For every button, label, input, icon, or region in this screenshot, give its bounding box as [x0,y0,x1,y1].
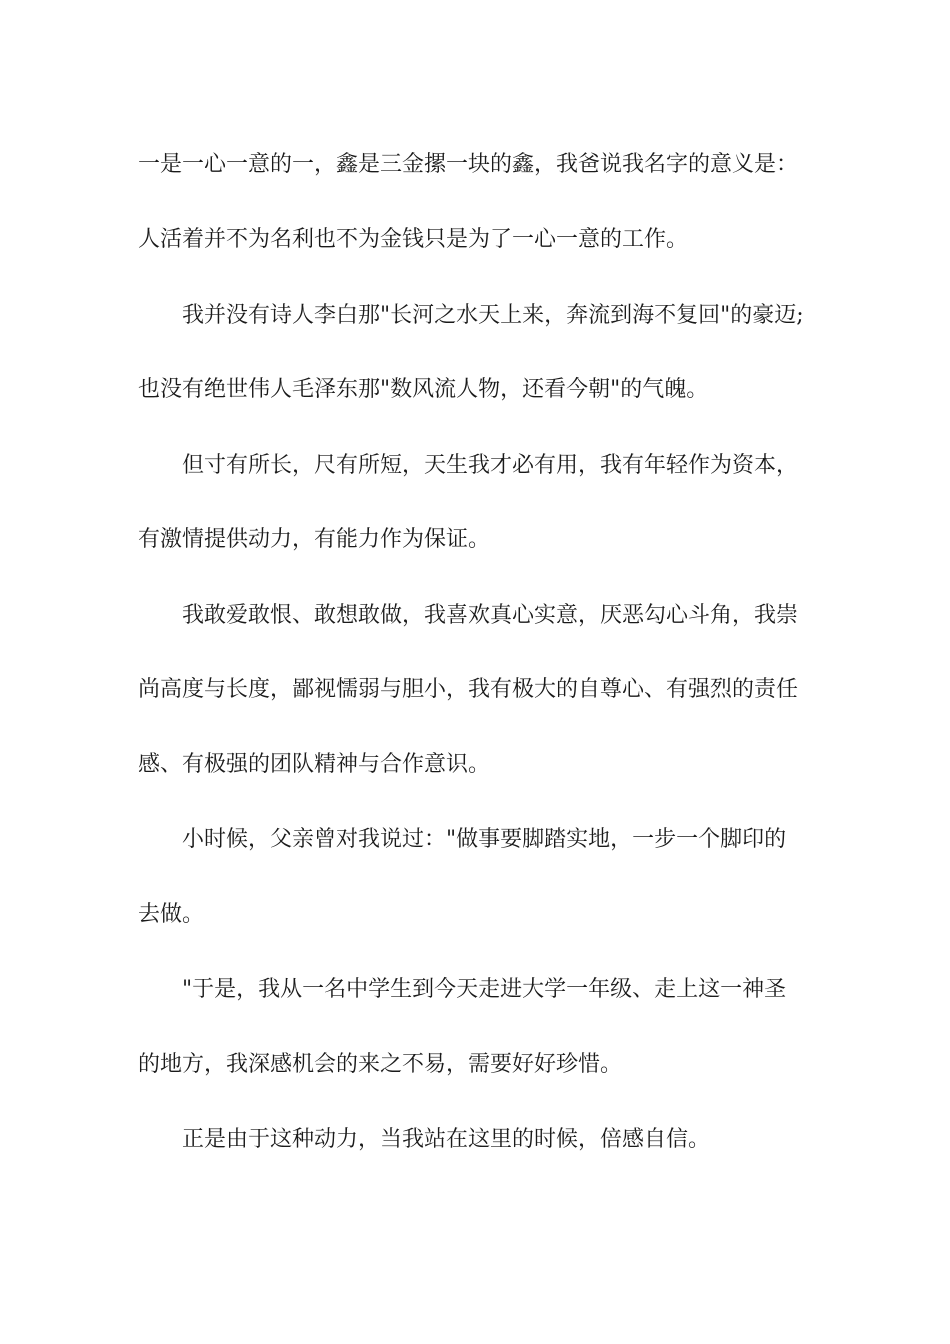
text-line-12: "于是，我从一名中学生到今天走进大学一年级、走上这一神圣 [182,977,787,1002]
text-line-7: 我敢爱敢恨、敢想敢做，我喜欢真心实意，厌恶勾心斗角，我崇 [182,603,799,628]
text-line-4: 也没有绝世伟人毛泽东那"数风流人物，还看今朝"的气魄。 [138,377,709,402]
text-line-1: 一是一心一意的一，鑫是三金摞一块的鑫，我爸说我名字的意义是： [138,152,799,177]
text-line-6: 有激情提供动力，有能力作为保证。 [138,527,491,552]
text-line-5: 但寸有所长，尺有所短，天生我才必有用，我有年轻作为资本， [182,453,799,478]
text-line-3: 我并没有诗人李白那"长河之水天上来，奔流到海不复回"的豪迈; [182,303,804,328]
text-line-2: 人活着并不为名利也不为金钱只是为了一心一意的工作。 [138,227,689,252]
text-line-9: 感、有极强的团队精神与合作意识。 [138,752,491,777]
text-line-14: 正是由于这种动力，当我站在这里的时候，倍感自信。 [182,1127,711,1152]
text-line-13: 的地方，我深感机会的来之不易，需要好好珍惜。 [138,1052,623,1077]
text-line-8: 尚高度与长度，鄙视懦弱与胆小，我有极大的自尊心、有强烈的责任 [138,677,799,702]
text-line-11: 去做。 [138,902,205,927]
text-line-10: 小时候，父亲曾对我说过："做事要脚踏实地，一步一个脚印的 [182,827,787,852]
